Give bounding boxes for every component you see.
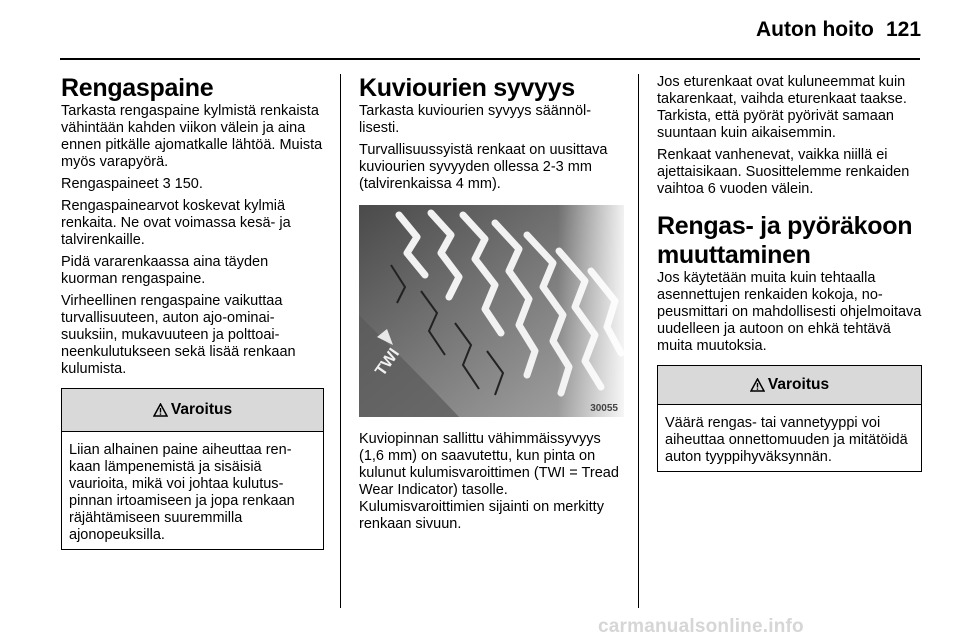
warning-box xyxy=(657,365,922,472)
column-2 xyxy=(359,74,624,538)
page-number: 121 xyxy=(886,18,922,41)
heading-kuviourien-syvyys: Kuviourien syvyys xyxy=(359,74,575,102)
warning-box xyxy=(61,388,324,550)
paragraph: Kuviopinnan sallittu vähimmäissyvyys (1,6 mm) on saavutettu, kun pinta on kulunut kulumisvaroittimen (TWI = Tread Wear Indicator) tasolle. Kulumisvaroittimien sijainti on merkitty renkaan sivuun. xyxy=(359,431,619,532)
warning-icon xyxy=(750,378,765,392)
paragraph: Turvallisuussyistä renkaat on uusittava kuviourien syvyyden ollessa 2-3 mm (talvirenkaissa 4 mm). xyxy=(359,142,608,192)
section-title: Auton hoito xyxy=(756,18,874,41)
paragraph: Virheellinen rengaspaine vaikuttaa turvallisuuteen, auton ajo-ominaisuuksiin, mukavuuteen ja polttoaineenkulutukseen sekä lisää renkaan kulumista. xyxy=(61,293,296,377)
paragraph: Jos käytetään muita kuin tehtaalla asennettujen renkaiden kokoja, nopeusmittari on mahdollisesti ohjelmoitava uudelleen ja autoon on ehkä tehtävä muita muutoksia. xyxy=(657,270,922,354)
warning-header xyxy=(658,366,921,405)
warning-text: Väärä rengas- tai vannetyyppi voi aiheuttaa onnettomuuden ja mitätöidä auton tyyppihyväksynnän. xyxy=(665,415,908,465)
watermark-text: carmanualsonline.info xyxy=(598,616,804,637)
column-3 xyxy=(657,74,922,472)
paragraph: Tarkasta rengaspaine kylmistä renkaista vähintään kahden viikon välein ja aina ennen pitkälle ajomatkalle lähtöä. Muista myös varapyörä. xyxy=(61,103,323,170)
paragraph: Pidä vararenkaassa aina täyden kuorman rengaspaine. xyxy=(61,254,269,287)
figure-number: 30055 xyxy=(590,403,618,414)
warning-text: Liian alhainen paine aiheuttaa renkaan lämpenemistä ja sisäisiä vaurioita, mikä voi johtaa kulutuspinnan irtoamiseen ja jopa renkaan räjähtämiseen suuremmilla ajonopeuksilla. xyxy=(69,442,295,543)
paragraph: Jos eturenkaat ovat kuluneemmat kuin takarenkaat, vaihda eturenkaat taakse. Tarkista, että pyörät pyörivät samaan suuntaan kuin aikaisemmin. xyxy=(657,74,907,141)
warning-title: Varoitus xyxy=(767,376,830,393)
column-1 xyxy=(61,74,324,550)
paragraph: Renkaat vanhenevat, vaikka niillä ei ajettaisikaan. Suosittelemme renkaiden vaihtoa 6 vuoden välein. xyxy=(657,147,910,197)
paragraph: Rengaspainearvot koskevat kylmiä renkaita. Ne ovat voimassa kesä- ja talvirenkaille. xyxy=(61,198,291,248)
paragraph: Tarkasta kuviourien syvyys säännöllisesti. xyxy=(359,103,592,136)
tyre-tread-illustration xyxy=(359,205,624,417)
paragraph: Rengaspaineet 3 150. xyxy=(61,176,203,192)
heading-rengaspaine: Rengaspaine xyxy=(61,74,214,102)
column-divider-1 xyxy=(340,74,341,608)
warning-title: Varoitus xyxy=(170,401,233,418)
column-divider-2 xyxy=(638,74,639,608)
warning-header xyxy=(62,389,323,432)
warning-icon xyxy=(153,403,168,417)
header-rule xyxy=(60,58,920,60)
heading-rengas-ja-pyorakoon-muuttaminen: Rengas- ja pyöräkoon muuttaminen xyxy=(657,212,913,269)
